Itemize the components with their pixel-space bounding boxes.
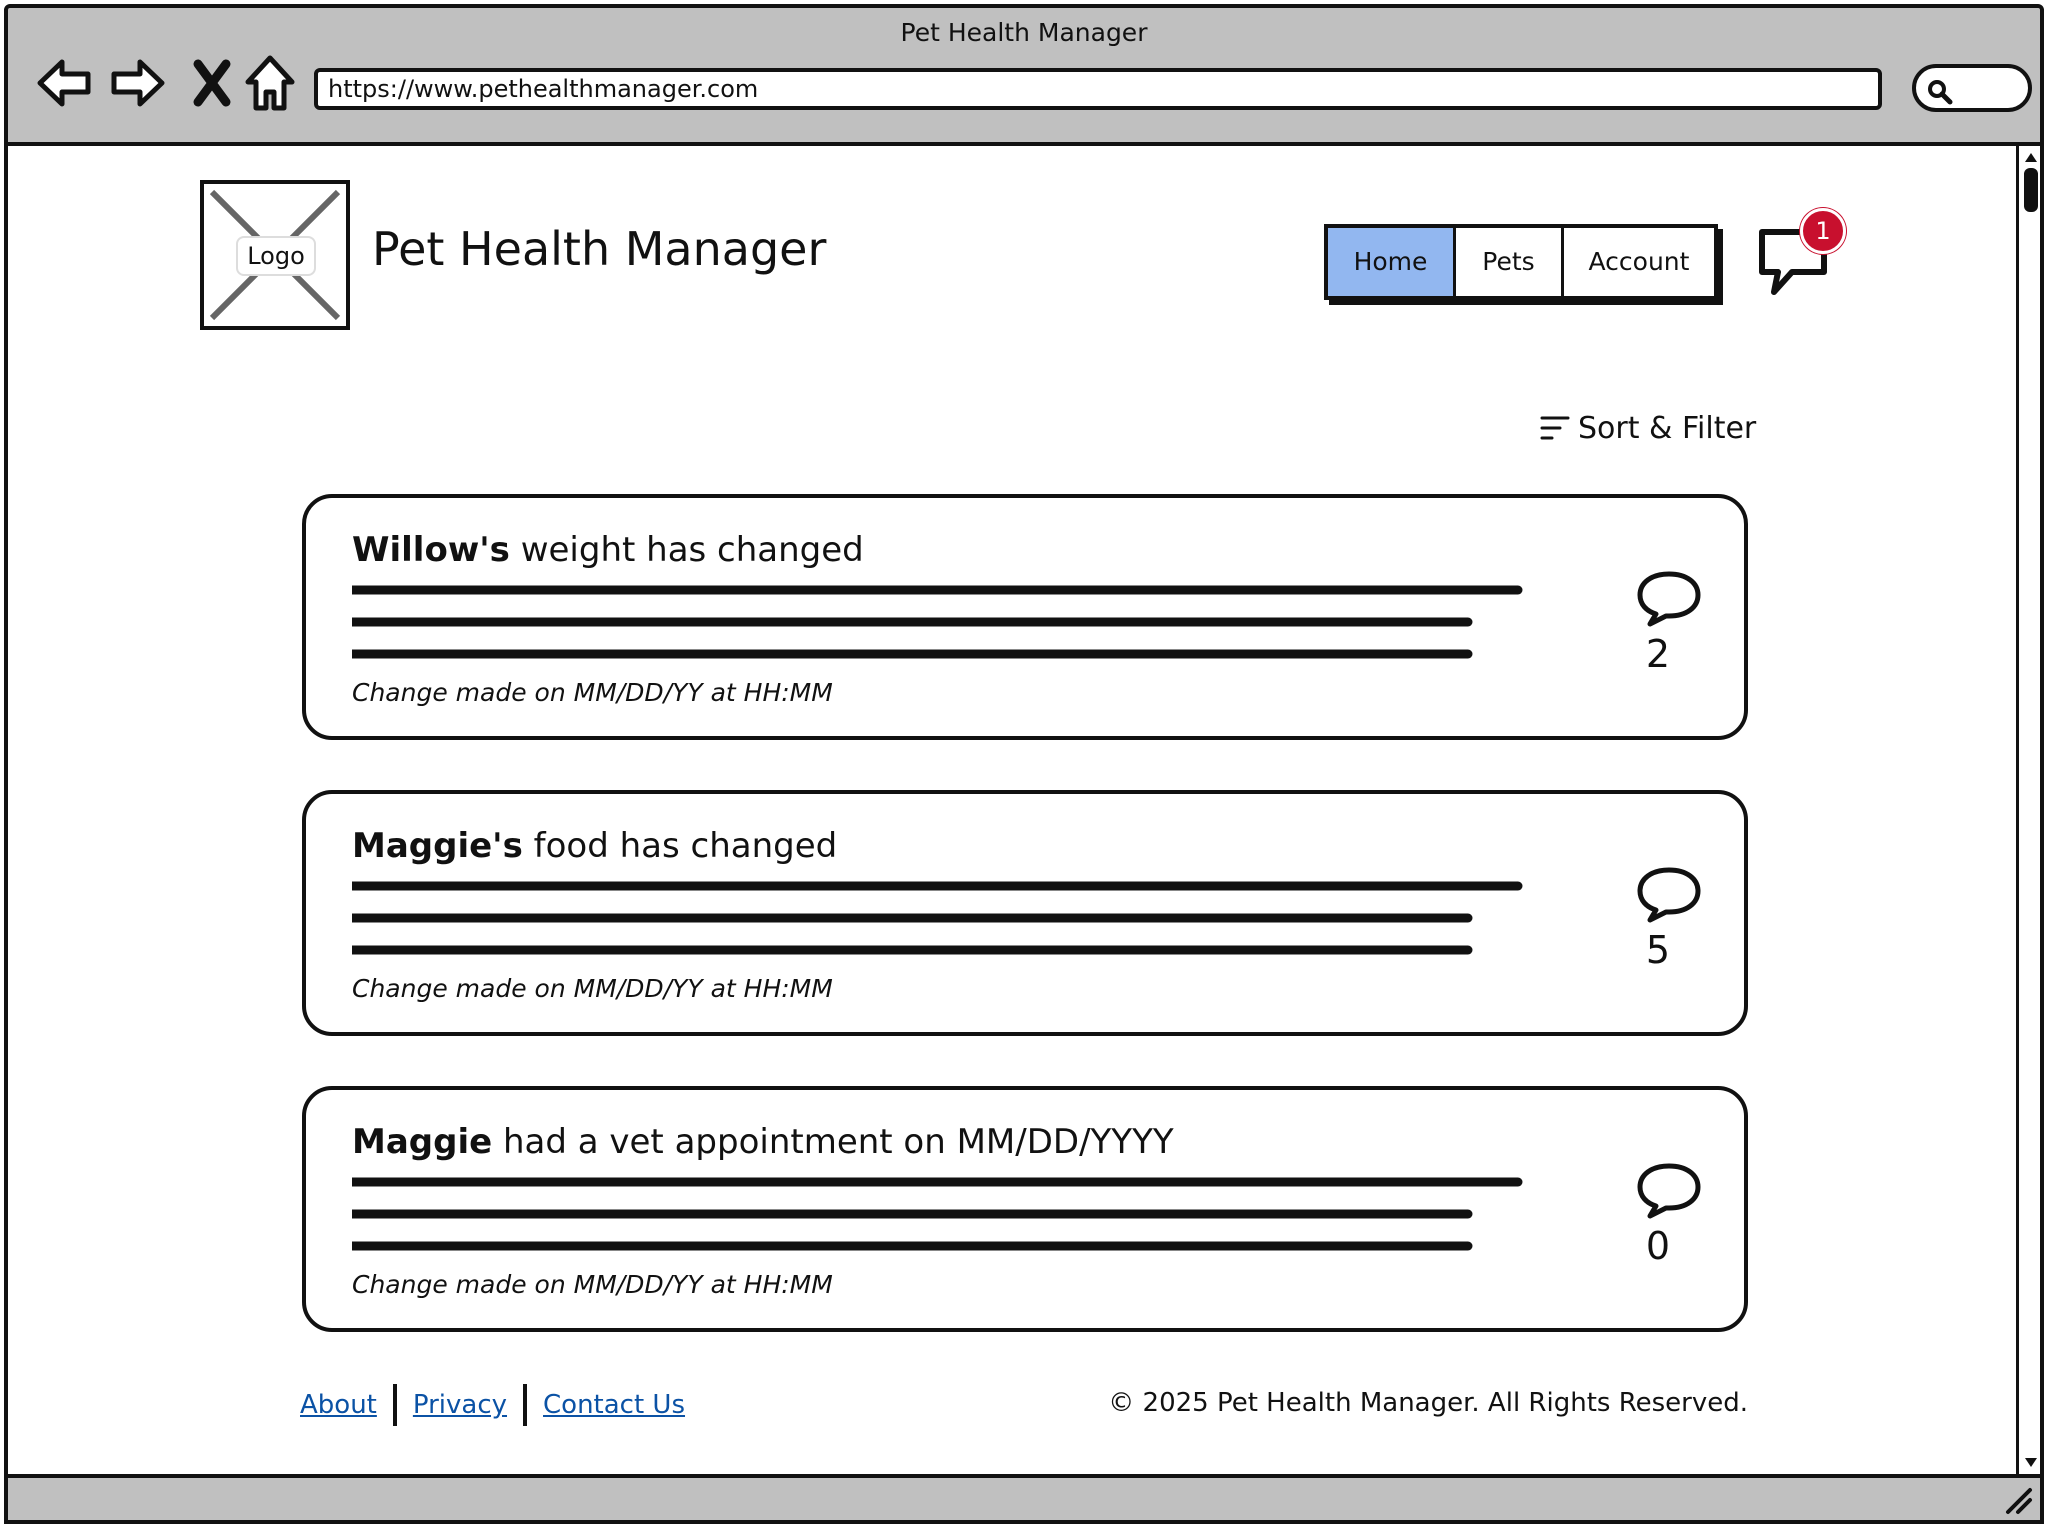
site-title: Pet Health Manager <box>372 222 827 276</box>
url-input[interactable]: https://www.pethealthmanager.com <box>314 68 1882 110</box>
footer-divider <box>393 1384 397 1426</box>
comment-count: 5 <box>1645 928 1671 972</box>
comment-icon[interactable] <box>1636 1162 1702 1220</box>
sort-filter-button[interactable] <box>1540 408 1756 448</box>
feed-card-title <box>352 826 837 866</box>
feed-card-title <box>352 530 864 570</box>
window-title: Pet Health Manager <box>900 18 1148 47</box>
footer-link-about[interactable]: About <box>300 1390 377 1420</box>
site-logo[interactable] <box>200 180 350 330</box>
text-placeholder-scribble <box>352 578 1552 668</box>
feed-card-title <box>352 1122 1174 1162</box>
comment-count: 2 <box>1645 632 1671 676</box>
feed-card-timestamp: Change made on MM/DD/YY at HH:MM <box>352 678 833 707</box>
forward-arrow-icon[interactable] <box>108 52 168 114</box>
feed-card[interactable] <box>302 494 1748 740</box>
footer-link-contact[interactable]: Contact Us <box>543 1390 686 1420</box>
search-icon <box>1926 78 1954 106</box>
resize-grip-icon[interactable] <box>2002 1484 2034 1516</box>
comment-icon[interactable] <box>1636 570 1702 628</box>
tab-home[interactable]: Home <box>1328 228 1456 296</box>
stop-icon[interactable] <box>182 52 242 114</box>
browser-search-input[interactable] <box>1912 64 2032 112</box>
logo-label: Logo <box>236 236 316 276</box>
sort-filter-label: Sort & Filter <box>1578 410 1757 446</box>
feed-card-timestamp: Change made on MM/DD/YY at HH:MM <box>352 1270 833 1299</box>
tab-account[interactable]: Account <box>1588 247 1690 276</box>
scroll-thumb[interactable] <box>2024 168 2038 212</box>
filter-lines-icon <box>1540 413 1570 443</box>
text-placeholder-scribble <box>352 1170 1552 1260</box>
comment-icon[interactable] <box>1636 866 1702 924</box>
home-icon[interactable] <box>240 52 300 114</box>
feed-card-timestamp: Change made on MM/DD/YY at HH:MM <box>352 974 833 1003</box>
pet-name[interactable]: Maggie <box>352 1122 493 1162</box>
browser-statusbar <box>4 1474 2044 1524</box>
tab-pets[interactable]: Pets <box>1456 228 1564 296</box>
feed-card-title-text: food has changed <box>522 826 838 866</box>
feed-card[interactable] <box>302 1086 1748 1332</box>
pet-name[interactable]: Maggie's <box>352 826 523 866</box>
vertical-scrollbar[interactable] <box>2016 146 2044 1474</box>
feed-card-title-text: had a vet appointment on MM/DD/YYYY <box>492 1122 1174 1162</box>
footer-links <box>300 1384 685 1426</box>
pet-name[interactable]: Willow's <box>352 530 510 570</box>
main-nav-tabs <box>1324 224 1718 300</box>
back-arrow-icon[interactable] <box>34 52 94 114</box>
comment-count: 0 <box>1645 1224 1671 1268</box>
scroll-down-arrow-icon[interactable] <box>2022 1454 2040 1472</box>
notification-badge: 1 <box>1800 208 1846 254</box>
text-placeholder-scribble <box>352 874 1552 964</box>
feed-card[interactable] <box>302 790 1748 1036</box>
browser-toolbar <box>4 4 2044 146</box>
copyright-text: © 2025 Pet Health Manager. All Rights Reserved. <box>1108 1388 1748 1418</box>
footer-divider <box>523 1384 527 1426</box>
footer-link-privacy[interactable]: Privacy <box>412 1390 508 1420</box>
feed-card-title-text: weight has changed <box>509 530 864 570</box>
scroll-up-arrow-icon[interactable] <box>2022 148 2040 166</box>
